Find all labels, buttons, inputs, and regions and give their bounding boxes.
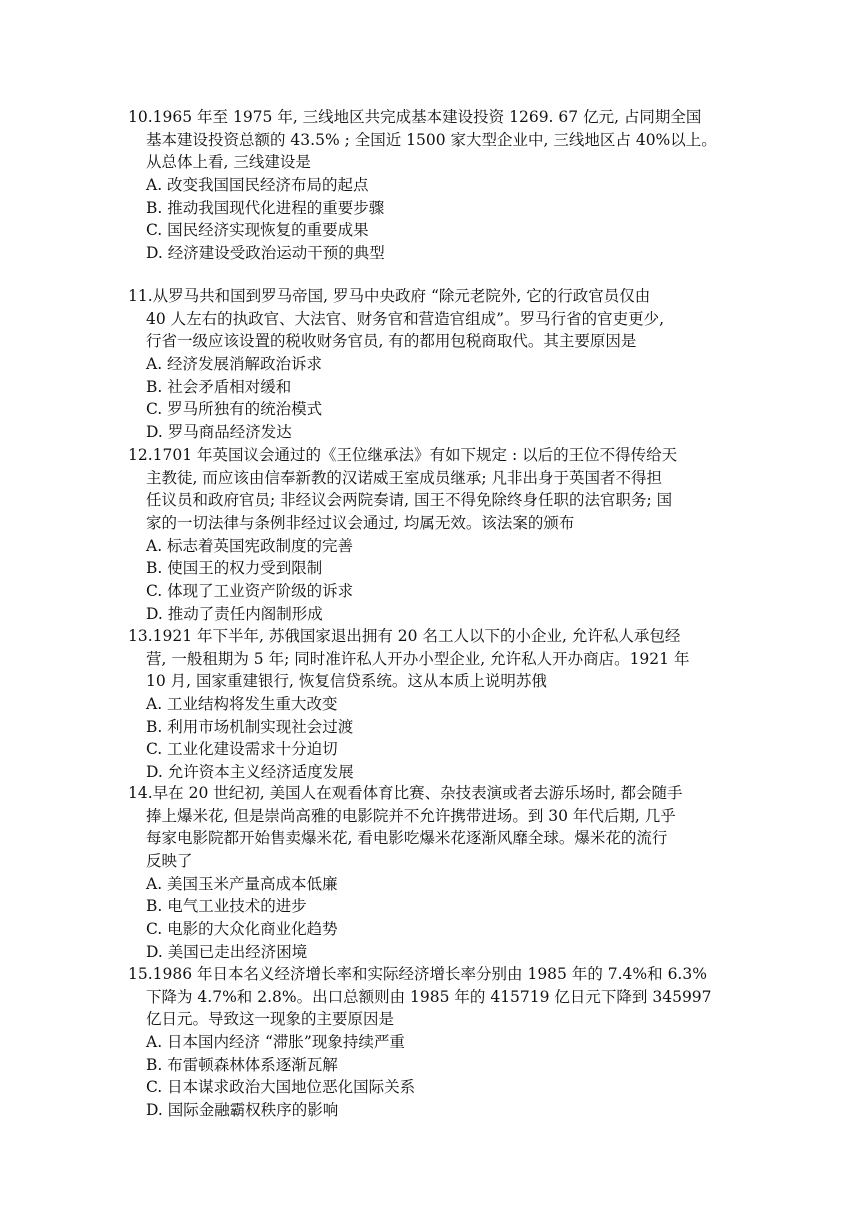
option-c: C. 日本谋求政治大国地位恶化国际关系 [146,1078,416,1097]
option-d: D. 经济建设受政治运动干预的典型 [146,244,385,263]
question-number: 11. [128,287,153,305]
option-a: A. 日本国内经济 “滞胀”现象持续严重 [146,1033,405,1052]
question-stem-line: 行省一级应该设置的税收财务官员, 有的都用包税商取代。其主要原因是 [146,332,637,351]
option-b: B. 使国王的权力受到限制 [146,559,323,578]
question-stem-line: 1965 年至 1975 年, 三线地区共完成基本建设投资 1269. 67 亿元, 占同期全国 [152,108,702,126]
question-stem-line: 下降为 4.7%和 2.8%。出口总额则由 1985 年的 415719 亿日元下降到 345997 [146,987,712,1006]
option-d: D. 推动了责任内阁制形成 [146,604,323,623]
option-d: D. 允许资本主义经济适度发展 [146,763,354,782]
question-stem-line: 家的一切法律与条例非经过议会通过, 均属无效。该法案的颁布 [146,514,575,533]
question-14 [128,782,740,964]
option-a: A. 改变我国国民经济布局的起点 [146,176,369,195]
question-stem-line: 主教徒, 而应该由信奉新教的汉诺威王室成员继承; 凡非出身于英国者不得担 [146,468,663,487]
question-number: 14. [128,784,153,802]
question-number: 13. [128,627,153,645]
question-stem-line: 营, 一般租期为 5 年; 同时准许私人开办小型企业, 允许私人开办商店。1921 年 [146,649,690,668]
option-b: B. 电气工业技术的进步 [146,897,307,916]
option-b: B. 布雷顿森林体系逐渐瓦解 [146,1055,338,1074]
question-10 [128,106,740,265]
option-d: D. 国际金融霸权秩序的影响 [146,1101,339,1120]
question-stem-line: 从总体上看, 三线建设是 [146,153,311,172]
question-stem-line: 捧上爆米花, 但是崇尚高雅的电影院并不允许携带进场。到 30 年代后期, 几乎 [146,806,676,825]
question-stem-line: 10 月, 国家重建银行, 恢复信贷系统。这从本质上说明苏俄 [146,672,547,691]
option-a: A. 经济发展消解政治诉求 [146,355,323,374]
option-b: B. 推动我国现代化进程的重要步骤 [146,198,385,217]
option-a: A. 工业结构将发生重大改变 [146,695,338,714]
question-stem-line: 1701 年英国议会通过的《王位继承法》有如下规定 : 以后的王位不得传给天 [152,446,678,464]
option-b: B. 利用市场机制实现社会过渡 [146,717,354,736]
question-stem-line: 40 人左右的执政官、大法官、财务官和营造官组成”。罗马行省的官吏更少, [146,309,665,328]
option-d: D. 美国已走出经济困境 [146,942,308,961]
question-stem-line: 基本建设投资总额的 43.5% ; 全国近 1500 家大型企业中, 三线地区占 40%以上。 [146,130,717,149]
question-15 [128,963,740,1122]
question-11 [128,285,740,444]
option-c: C. 体现了工业资产阶级的诉求 [146,582,354,601]
option-a: A. 标志着英国宪政制度的完善 [146,536,354,555]
question-stem-line: 反映了 [146,852,193,871]
option-a: A. 美国玉米产量高成本低廉 [146,874,338,893]
question-stem-line: 任议员和政府官员; 非经议会两院奏请, 国王不得免除终身任职的法官职务; 国 [146,491,673,510]
question-stem-line: 亿日元。导致这一现象的主要原因是 [146,1010,395,1029]
option-b: B. 社会矛盾相对缓和 [146,377,292,396]
option-d: D. 罗马商品经济发达 [146,423,292,442]
question-13 [128,625,740,784]
option-c: C. 罗马所独有的统治模式 [146,400,323,419]
question-stem-line: 1921 年下半年, 苏俄国家退出拥有 20 名工人以下的小企业, 允许私人承包经 [152,627,681,645]
question-stem-line: 早在 20 世纪初, 美国人在观看体育比赛、杂技表演或者去游乐场时, 都会随手 [152,784,683,802]
question-number: 15. [128,965,153,983]
option-c: C. 国民经济实现恢复的重要成果 [146,221,369,240]
question-stem-line: 从罗马共和国到罗马帝国, 罗马中央政府 “除元老院外, 它的行政官员仅由 [152,287,651,305]
option-c: C. 电影的大众化商业化趋势 [146,920,338,939]
question-stem-line: 1986 年日本名义经济增长率和实际经济增长率分别由 1985 年的 7.4%和 6.3% [152,965,707,983]
question-number: 10. [128,108,153,126]
question-number: 12. [128,446,153,464]
question-stem-line: 每家电影院都开始售卖爆米花, 看电影吃爆米花逐渐风靡全球。爆米花的流行 [146,829,668,848]
question-12 [128,444,740,626]
option-c: C. 工业化建设需求十分迫切 [146,740,338,759]
